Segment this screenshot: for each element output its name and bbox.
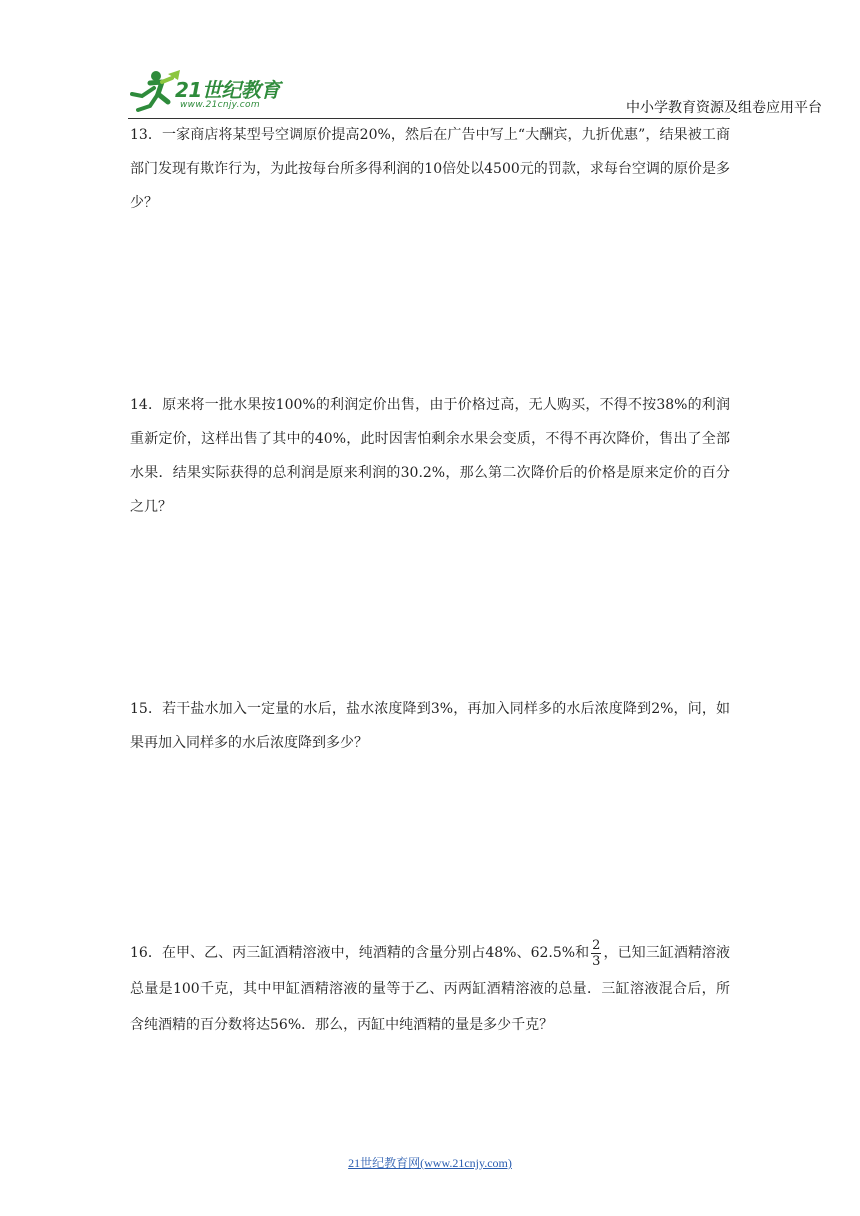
brand-url: www.21cnjy.com — [180, 100, 260, 110]
question-text: 若干盐水加入一定量的水后，盐水浓度降到3%，再加入同样多的水后浓度降到2%，问，如果再加入同样多的水后浓度降到多少？ — [130, 701, 730, 751]
question-15 — [130, 692, 730, 760]
question-text-before: 在甲、乙、丙三缸酒精溶液中，纯酒精的含量分别占48%、62.5%和 — [161, 945, 590, 961]
question-number: 14． — [130, 397, 163, 413]
fraction-denominator: 3 — [592, 953, 601, 969]
question-14 — [130, 388, 730, 524]
question-number: 16． — [130, 945, 162, 961]
fraction — [591, 939, 601, 968]
brand-name: 21世纪教育 — [175, 78, 280, 102]
platform-title: 中小学教育资源及组卷应用平台 — [626, 100, 822, 116]
question-13 — [130, 118, 730, 220]
question-number: 15． — [130, 701, 163, 717]
footer-link[interactable]: 21世纪教育网(www.21cnjy.com) — [348, 1156, 512, 1170]
question-number: 13． — [130, 127, 163, 143]
question-text: 一家商店将某型号空调原价提高20%，然后在广告中写上“大酬宾，九折优惠”，结果被工商部门发现有欺诈行为，为此按每台所多得利润的10倍处以4500元的罚款，求每台空调的原价是多少？ — [130, 127, 730, 211]
question-text-after: ，已知三缸酒精溶液总量是100千克，其中甲缸酒精溶液的量等于乙、丙两缸酒精溶液的总量．三缸溶液混合后，所含纯酒精的百分数将达56%．那么，丙缸中纯酒精的量是多少千克？ — [130, 945, 730, 1033]
question-16 — [130, 935, 730, 1043]
fraction-numerator: 2 — [592, 937, 601, 953]
question-text: 原来将一批水果按100%的利润定价出售，由于价格过高，无人购买，不得不按38%的利润重新定价，这样出售了其中的40%，此时因害怕剩余水果会变质，不得不再次降价，售出了全部水果．结果实际获得的总利润是原来利润的30.2%，那么第二次降价后的价格是原来定价的百分之几？ — [130, 397, 730, 515]
